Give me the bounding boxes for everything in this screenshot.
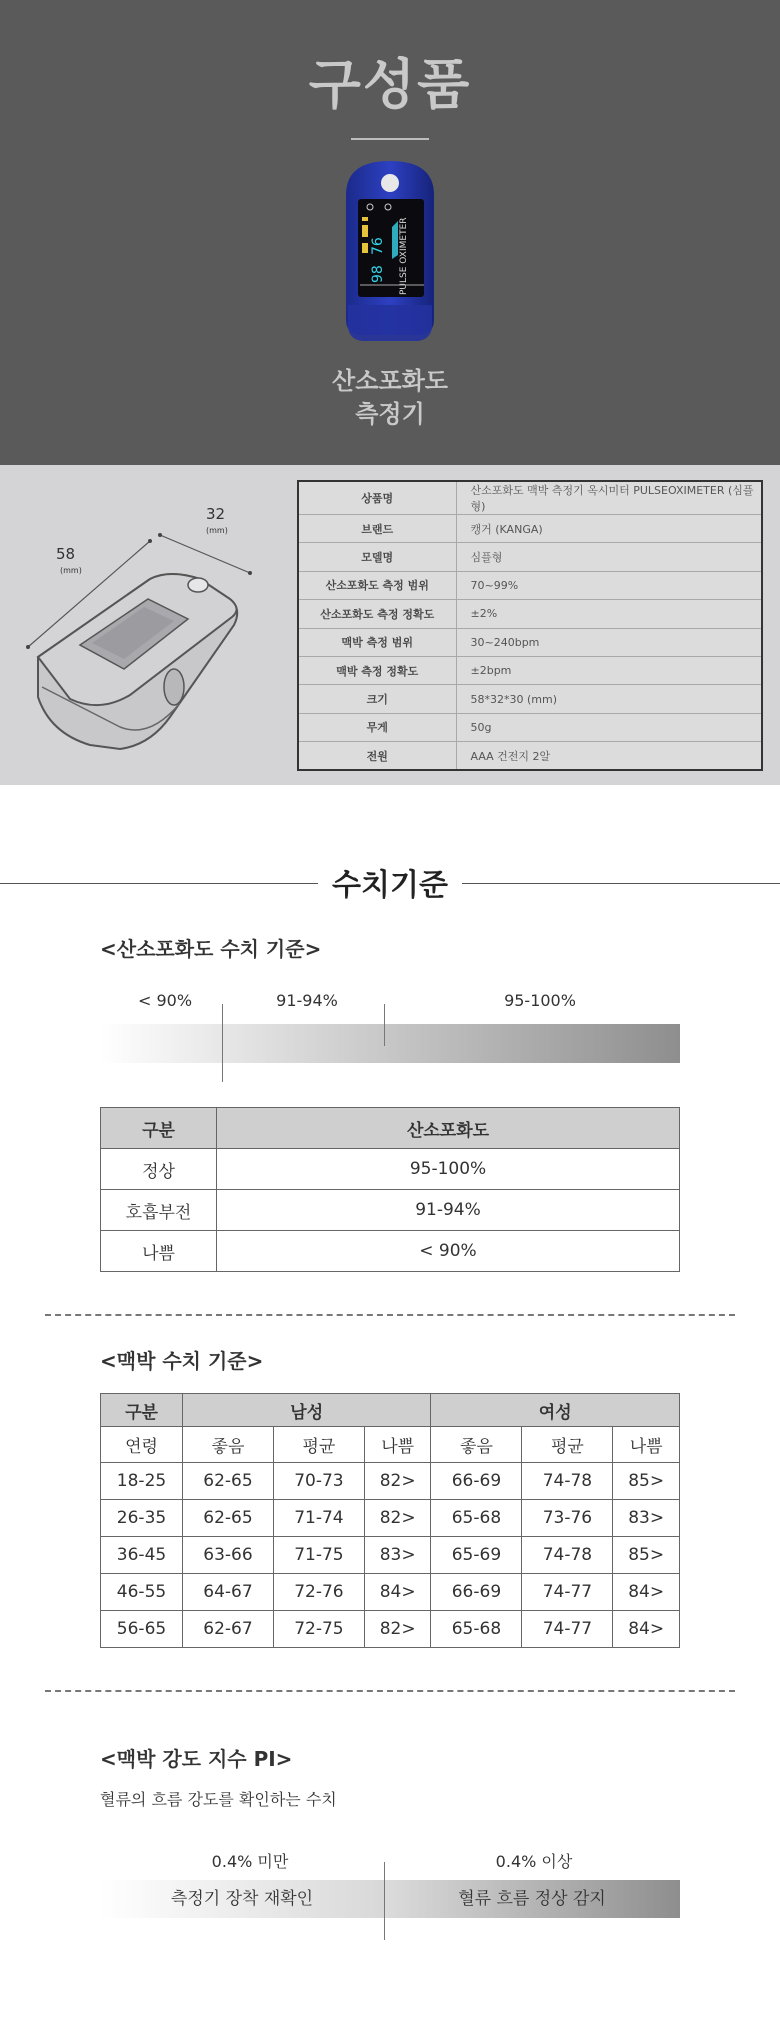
spec-row: 맥박 측정 정확도 ±2bpm [298, 656, 762, 684]
spec-row: 브랜드 캥거 (KANGA) [298, 515, 762, 543]
spo2-divider [384, 1004, 385, 1046]
pulse-table: 구분 남성 여성 연령 좋음 평균 나쁨 좋음 평균 나쁨 18-25 62-65 70-73 82> 66-69 74-78 85> 26-35 62-65 71-74 82> 65-68 73-76 83> 36-45 63-66 71-75 83> 65-69 74-78 85> 46-55 64-67 72-76 84> 66-69 74-77 84> 56-65 62-67 72-75 82> 65-68 74-77 84> [100, 1393, 680, 1648]
spec-row: 산소포화도 측정 범위 70~99% [298, 571, 762, 599]
table-header: 산소포화도 [217, 1108, 680, 1149]
table-row: 46-55 64-67 72-76 84> 66-69 74-77 84> [101, 1574, 680, 1611]
pi-low-label: 0.4% 미만 [211, 1852, 289, 1871]
table-row: 나쁨 < 90% [101, 1231, 680, 1272]
dashed-divider [45, 1690, 735, 1692]
svg-text:PULSE OXIMETER: PULSE OXIMETER [399, 217, 409, 295]
svg-text:98: 98 [370, 265, 386, 283]
pi-high-label: 0.4% 이상 [495, 1852, 573, 1871]
table-header: 구분 [101, 1108, 217, 1149]
device-dimension-sketch [20, 487, 280, 757]
table-header: 여성 [431, 1394, 680, 1427]
table-header: 구분 [101, 1394, 183, 1427]
pi-description: 혈류의 흐름 강도를 확인하는 수치 [100, 1790, 337, 1809]
components-section [0, 0, 780, 465]
svg-text:76: 76 [370, 237, 386, 255]
spec-row: 맥박 측정 범위 30~240bpm [298, 628, 762, 656]
spo2-range-label: 95-100% [504, 991, 576, 1010]
spec-row: 상품명 산소포화도 맥박 측정기 옥시미터 PULSEOXIMETER (심플형) [298, 481, 762, 515]
pi-divider [384, 1862, 385, 1940]
spo2-heading: <산소포화도 수치 기준> [100, 937, 322, 961]
spo2-gradient-bar [100, 1024, 680, 1063]
spec-row: 크기 58*32*30 (mm) [298, 685, 762, 713]
table-row: 호흡부전 91-94% [101, 1190, 680, 1231]
spec-row: 산소포화도 측정 정확도 ±2% [298, 600, 762, 628]
spec-row: 전원 AAA 건전지 2알 [298, 742, 762, 770]
pi-high-text: 혈류 흐름 정상 감지 [458, 1889, 606, 1909]
spec-row: 무게 50g [298, 713, 762, 741]
spo2-divider [222, 1004, 223, 1082]
svg-text:58: 58 [56, 545, 76, 563]
spec-section [0, 465, 780, 785]
pi-low-text: 측정기 장착 재확인 [170, 1889, 314, 1909]
spo2-range-label: < 90% [137, 991, 193, 1010]
title-divider [351, 138, 429, 140]
product-caption: 산소포화도 측정기 [332, 367, 448, 428]
table-row: 18-25 62-65 70-73 82> 66-69 74-78 85> [101, 1463, 680, 1500]
table-row: 56-65 62-67 72-75 82> 65-68 74-77 84> [101, 1611, 680, 1648]
pulse-heading: <맥박 수치 기준> [100, 1349, 264, 1373]
table-header: 남성 [183, 1394, 431, 1427]
spec-row: 모델명 심플형 [298, 543, 762, 571]
spo2-range-label: 91-94% [276, 991, 338, 1010]
spec-table [297, 480, 763, 771]
dashed-divider [45, 1314, 735, 1316]
svg-text:(mm): (mm) [206, 526, 228, 535]
components-title: 구성품 [308, 53, 472, 116]
standards-heading: 수치기준 [0, 860, 780, 900]
table-row: 36-45 63-66 71-75 83> 65-69 74-78 85> [101, 1537, 680, 1574]
pulse-oximeter-image [338, 155, 442, 345]
pi-heading: <맥박 강도 지수 PI> [100, 1747, 293, 1771]
svg-text:32: 32 [206, 505, 226, 523]
svg-text:(mm): (mm) [60, 566, 82, 575]
table-row: 정상 95-100% [101, 1149, 680, 1190]
table-row: 26-35 62-65 71-74 82> 65-68 73-76 83> [101, 1500, 680, 1537]
spo2-table [100, 1107, 680, 1272]
